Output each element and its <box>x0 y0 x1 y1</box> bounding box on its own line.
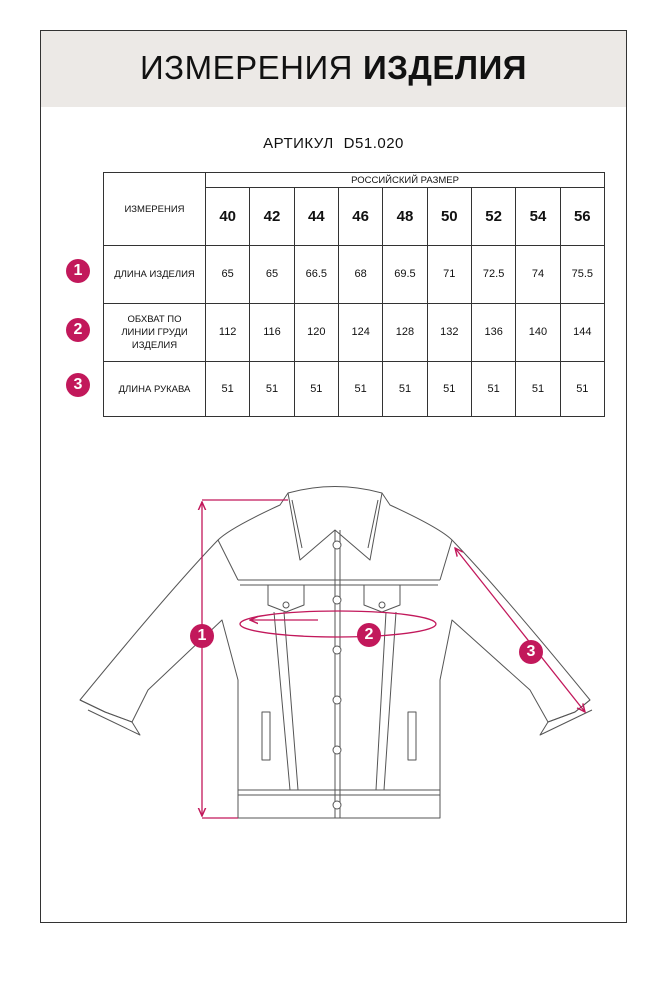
table-cell: 51 <box>294 362 338 417</box>
table-cell: 132 <box>427 304 471 362</box>
table-cell: 51 <box>427 362 471 417</box>
table-cell: 144 <box>560 304 604 362</box>
row-label-line: ИЗДЕЛИЯ <box>131 340 178 351</box>
table-cell: 68 <box>338 246 382 304</box>
table-cell: 51 <box>471 362 515 417</box>
table-cell: 136 <box>471 304 515 362</box>
table-cell: 128 <box>383 304 427 362</box>
table-cell: 65 <box>250 246 294 304</box>
row-label-line: ЛИНИИ ГРУДИ <box>121 327 188 338</box>
jacket-buttons <box>283 541 385 809</box>
title-light: ИЗМЕРЕНИЯ <box>139 49 354 86</box>
table-cell: 51 <box>383 362 427 417</box>
table-cell: 65 <box>206 246 250 304</box>
row-label: ДЛИНА РУКАВА <box>104 362 206 417</box>
table-cell: 75.5 <box>560 246 604 304</box>
table-cell: 124 <box>338 304 382 362</box>
size-header: 48 <box>383 188 427 246</box>
title-bold: ИЗДЕЛИЯ <box>363 49 528 86</box>
sleeve-arrow <box>455 548 585 712</box>
table-cell: 112 <box>206 304 250 362</box>
row-label-line: ОБХВАТ ПО <box>127 314 182 325</box>
row-label: ДЛИНА ИЗДЕЛИЯ <box>104 246 206 304</box>
table-cell: 51 <box>516 362 560 417</box>
size-header: 40 <box>206 188 250 246</box>
size-header: 54 <box>516 188 560 246</box>
diagram-marker-badge: 3 <box>519 640 543 664</box>
table-cell: 51 <box>560 362 604 417</box>
table-cell: 120 <box>294 304 338 362</box>
size-header: 56 <box>560 188 604 246</box>
size-group-label: РОССИЙСКИЙ РАЗМЕР <box>206 173 605 188</box>
table-cell: 69.5 <box>383 246 427 304</box>
article-label: АРТИКУЛ <box>263 135 334 152</box>
table-cell: 72.5 <box>471 246 515 304</box>
corner-label: ИЗМЕРЕНИЯ <box>104 173 206 246</box>
size-header: 44 <box>294 188 338 246</box>
diagram-marker-badge: 1 <box>190 624 214 648</box>
size-header: 52 <box>471 188 515 246</box>
table-cell: 51 <box>206 362 250 417</box>
row-marker-badge: 2 <box>66 318 90 342</box>
size-header: 50 <box>427 188 471 246</box>
size-header: 42 <box>250 188 294 246</box>
row-marker-badge: 3 <box>66 373 90 397</box>
table-cell: 71 <box>427 246 471 304</box>
table-cell: 140 <box>516 304 560 362</box>
row-marker-badge: 1 <box>66 259 90 283</box>
diagram-marker-badge: 2 <box>357 623 381 647</box>
article-code: D51.020 <box>343 135 404 152</box>
table-cell: 66.5 <box>294 246 338 304</box>
table-cell: 74 <box>516 246 560 304</box>
table-cell: 51 <box>338 362 382 417</box>
chest-ellipse <box>240 611 436 637</box>
size-header: 46 <box>338 188 382 246</box>
table-cell: 51 <box>250 362 294 417</box>
table-cell: 116 <box>250 304 294 362</box>
